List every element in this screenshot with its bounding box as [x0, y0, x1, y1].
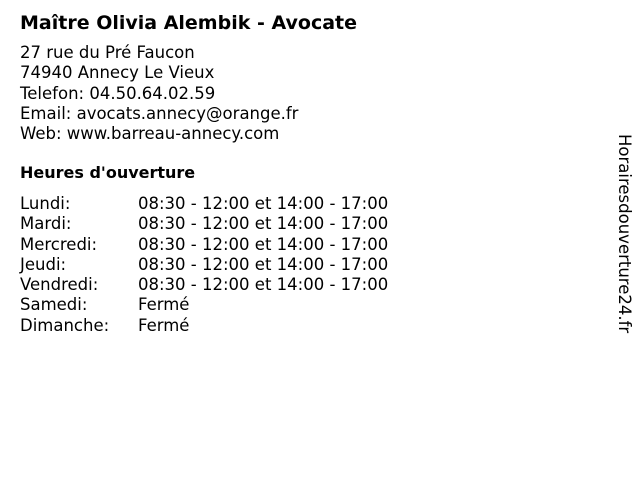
day-hours: 08:30 - 12:00 et 14:00 - 17:00: [138, 254, 389, 274]
hours-row-wednesday: [20, 235, 388, 255]
day-hours: Fermé: [138, 295, 190, 315]
day-label: Mardi:: [20, 214, 72, 234]
site-watermark: Horairesdouverture24.fr: [615, 134, 634, 334]
contact-block: [20, 43, 298, 144]
day-label: Dimanche:: [20, 315, 110, 335]
opening-hours-heading: Heures d'ouverture: [20, 163, 196, 182]
email-line: Email: avocats.annecy@orange.fr: [20, 103, 299, 123]
hours-row-thursday: [20, 255, 388, 275]
day-label: Mercredi:: [20, 234, 98, 254]
street-address: 27 rue du Pré Faucon: [20, 43, 195, 62]
website-line: Web: www.barreau-annecy.com: [20, 124, 280, 144]
day-hours: 08:30 - 12:00 et 14:00 - 17:00: [138, 275, 389, 295]
day-hours: 08:30 - 12:00 et 14:00 - 17:00: [138, 214, 389, 234]
day-label: Jeudi:: [20, 254, 67, 274]
phone-line: Telefon: 04.50.64.02.59: [20, 83, 216, 103]
hours-row-friday: [20, 275, 388, 295]
day-label: Vendredi:: [20, 275, 99, 295]
city-postcode: 74940 Annecy Le Vieux: [20, 63, 215, 83]
day-hours: Fermé: [138, 315, 190, 335]
day-hours: 08:30 - 12:00 et 14:00 - 17:00: [138, 194, 389, 213]
hours-row-saturday: [20, 295, 388, 315]
day-label: Lundi:: [20, 194, 71, 213]
hours-row-tuesday: [20, 214, 388, 234]
hours-row-monday: [20, 194, 388, 214]
business-name: Maître Olivia Alembik - Avocate: [20, 12, 357, 34]
day-hours: 08:30 - 12:00 et 14:00 - 17:00: [138, 234, 389, 254]
opening-hours-table: [20, 194, 388, 336]
day-label: Samedi:: [20, 295, 88, 315]
hours-row-sunday: [20, 316, 388, 336]
